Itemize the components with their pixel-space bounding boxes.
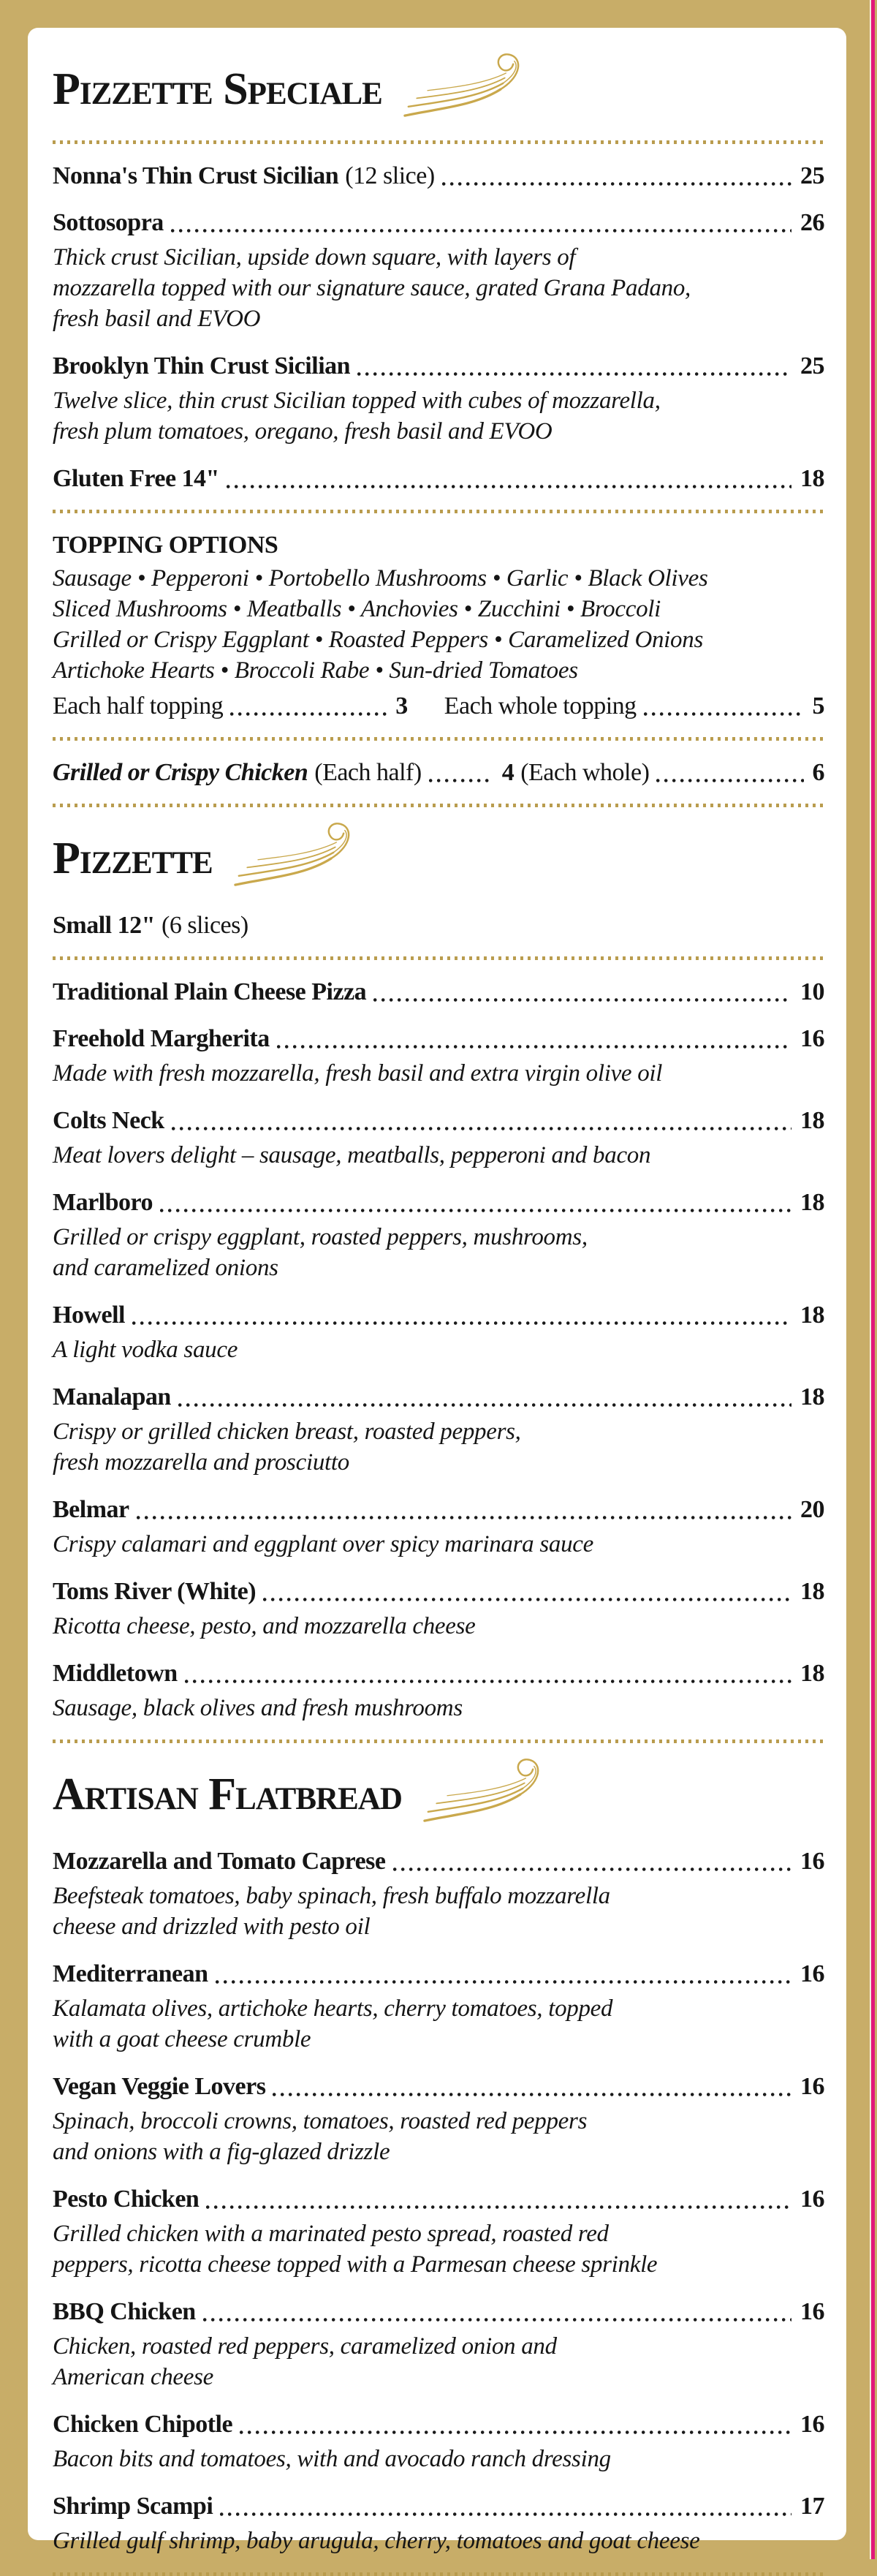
item-price: 16 [800,1960,824,1987]
section-title: Artisan Flatbread [53,1769,402,1820]
menu-item [53,162,824,191]
item-description-line: American cheese [53,2364,213,2390]
item-name: Traditional Plain Cheese Pizza [53,978,367,1005]
item-description-line: and caramelized onions [53,1255,278,1281]
wind-flourish-icon [232,817,357,894]
item-name: Gluten Free 14" [53,465,219,492]
menu-item [53,1960,824,2055]
topping-line: Artichoke Hearts • Broccoli Rabe • Sun-dried Tomatoes [53,657,578,684]
item-name: Middletown [53,1660,178,1687]
item-description-line: with a goat cheese crumble [53,2026,311,2052]
item-price: 16 [800,1848,824,1875]
topping-line: Sausage • Pepperoni • Portobello Mushrooms • Garlic • Black Olives [53,565,708,592]
menu-item [53,1577,824,1642]
item-price: 18 [800,1660,824,1687]
dotted-leader [277,1045,791,1049]
item-name: Marlboro [53,1189,153,1216]
item-price: 4 [501,759,515,786]
item-price: 6 [812,759,824,786]
item-price: 18 [800,1107,824,1134]
section-title-row [53,1761,824,1829]
page-edge-stripe [871,0,875,2559]
item-name: Grilled or Crispy Chicken [53,759,308,786]
menu-item [53,2410,824,2474]
menu-item-row [53,2185,824,2214]
item-name: BBQ Chicken [53,2298,196,2325]
topping-line: Grilled or Crispy Eggplant • Roasted Peppers • Caramelized Onions [53,627,703,653]
menu-item [53,978,824,1007]
gold-dotted-separator [53,956,824,960]
menu-item-row [53,911,824,940]
item-name: Pesto Chicken [53,2186,200,2213]
item-description-line: Thick crust Sicilian, upside down square, with layers of [53,244,576,271]
menu-item-row [53,464,824,494]
menu-item [53,1188,824,1283]
menu-item-row [53,1659,824,1688]
dotted-leader [357,372,791,376]
item-description-line: Ricotta cheese, pesto, and mozzarella cheese [53,1613,476,1639]
item-description-line: A light vodka sauce [53,1337,238,1363]
gold-dotted-separator [53,1740,824,1743]
dotted-leader [644,712,804,716]
menu-item-row [53,1577,824,1606]
wind-flourish-icon [421,1753,547,1829]
dotted-leader [220,2512,791,2516]
menu-item-row [53,2492,824,2521]
wind-flourish-icon [401,48,527,124]
menu-item-row [53,2072,824,2101]
menu-item [53,352,824,447]
dotted-leader [442,182,791,186]
menu-item [53,1024,824,1089]
menu-item [53,1847,824,1942]
item-description-line: fresh basil and EVOO [53,306,261,332]
menu-item [53,911,824,940]
menu-item [53,2297,824,2392]
menu-item [53,1301,824,1365]
item-name: Mediterranean [53,1960,208,1987]
item-name: Shrimp Scampi [53,2493,213,2520]
menu-item-row [53,1301,824,1330]
gold-dotted-separator [53,2572,824,2576]
item-price: 26 [800,209,824,236]
dotted-leader [185,1680,791,1683]
menu-item-row [53,758,824,787]
item-description-line: Meat lovers delight – sausage, meatballs, pepperoni and bacon [53,1142,651,1168]
item-description-line: Beefsteak tomatoes, baby spinach, fresh buffalo mozzarella [53,1883,610,1909]
dotted-leader [171,229,791,233]
menu-item [53,464,824,494]
item-name: Toms River (White) [53,1578,257,1605]
menu-item-row [53,1024,824,1054]
item-description-line: Chicken, roasted red peppers, caramelized onion and [53,2333,557,2360]
menu-item [53,2072,824,2167]
dotted-leader [656,779,803,782]
item-name: Mozzarella and Tomato Caprese [53,1848,386,1875]
gold-dotted-separator [53,804,824,807]
dotted-leader [203,2318,791,2322]
dotted-leader [429,779,493,782]
menu-item-row [53,1188,824,1217]
item-name: Brooklyn Thin Crust Sicilian [53,352,351,379]
menu-item-row [53,1960,824,1989]
dotted-leader [160,1209,791,1212]
dotted-leader [172,1127,791,1130]
each-half-topping-label: Each half topping [53,692,224,719]
menu-item-row [53,208,824,238]
item-name: Belmar [53,1496,129,1523]
menu-item [53,2492,824,2556]
menu-item-row [53,2410,824,2439]
each-whole-topping [444,692,824,721]
gold-dotted-separator [53,737,824,741]
item-price: 20 [800,1496,824,1523]
dotted-leader [137,1516,791,1519]
menu-item-row [53,1847,824,1876]
dotted-leader [393,1867,792,1871]
dotted-leader [216,1980,791,1984]
dotted-leader [273,2093,791,2096]
item-name-note: (12 slice) [345,162,435,189]
item-price: 16 [800,2298,824,2325]
dotted-leader [227,485,791,488]
item-price: 25 [800,352,824,379]
item-price: 18 [800,465,824,492]
item-description-line: fresh mozzarella and prosciutto [53,1449,349,1476]
menu-item [53,1106,824,1171]
item-description-line: Bacon bits and tomatoes, with and avocado ranch dressing [53,2446,611,2472]
dotted-leader [240,2430,791,2434]
menu-item [53,1495,824,1560]
item-name: Colts Neck [53,1107,164,1134]
menu-item-row [53,162,824,191]
menu-item [53,1383,824,1478]
item-price: 17 [800,2493,824,2520]
topping-options-list [53,563,824,686]
dotted-leader [373,998,791,1002]
dotted-leader [206,2205,791,2209]
menu-item-row [53,1106,824,1136]
item-name: Nonna's Thin Crust Sicilian [53,162,339,189]
item-price: 10 [800,978,824,1005]
item-price: 18 [800,1383,824,1410]
item-description-line: mozzarella topped with our signature sauce, grated Grana Padano, [53,275,691,301]
topping-line: Sliced Mushrooms • Meatballs • Anchovies • Zucchini • Broccoli [53,596,661,622]
item-description-line: Spinach, broccoli crowns, tomatoes, roasted red peppers [53,2108,588,2134]
item-name: Sottosopra [53,209,164,236]
item-price: 18 [800,1578,824,1605]
item-description-line: Twelve slice, thin crust Sicilian topped with cubes of mozzarella, [53,388,661,414]
menu-item-row [53,2297,824,2327]
item-name-note: (6 slices) [162,912,248,939]
topping-options-heading: TOPPING OPTIONS [53,532,278,559]
item-description-line: Grilled or crispy eggplant, roasted peppers, mushrooms, [53,1224,588,1250]
price-label: (Each half) [314,759,422,786]
menu-item-row [53,978,824,1007]
half-whole-topping-prices [53,692,824,721]
item-price: 18 [800,1189,824,1216]
each-whole-topping-label: Each whole topping [444,692,637,719]
each-half-topping-price: 3 [395,692,408,719]
item-name: Manalapan [53,1383,171,1410]
dotted-leader [178,1403,791,1407]
item-description-line: Sausage, black olives and fresh mushrooms [53,1695,463,1721]
menu-item [53,208,824,334]
menu-card [28,28,846,2554]
gold-dotted-separator [53,140,824,144]
each-whole-topping-price: 5 [812,692,824,719]
item-price: 16 [800,2073,824,2100]
gold-dotted-separator [53,510,824,513]
item-description-line: Kalamata olives, artichoke hearts, cherry tomatoes, topped [53,1995,613,2022]
menu-item-row [53,1495,824,1525]
menu-item [53,2185,824,2280]
item-description-line: fresh plum tomatoes, oregano, fresh basil and EVOO [53,418,553,445]
item-description-line: Grilled chicken with a marinated pesto spread, roasted red [53,2221,609,2247]
each-half-topping [53,692,408,721]
section-title-row [53,825,824,894]
item-price: 25 [800,162,824,189]
item-price: 16 [800,1025,824,1052]
dotted-leader [132,1321,791,1325]
item-price: 16 [800,2411,824,2438]
item-name: Small 12" [53,912,155,939]
price-label: (Each whole) [520,759,650,786]
item-description-line: Grilled gulf shrimp, baby arugula, cherry, tomatoes and goat cheese [53,2528,700,2554]
item-description-line: and onions with a fig-glazed drizzle [53,2139,390,2165]
section-title-row [53,56,824,124]
item-name: Vegan Veggie Lovers [53,2073,266,2100]
item-description-line: Crispy or grilled chicken breast, roasted peppers, [53,1419,521,1445]
item-description-line: Made with fresh mozzarella, fresh basil and extra virgin olive oil [53,1060,663,1087]
item-description-line: Crispy calamari and eggplant over spicy marinara sauce [53,1531,593,1557]
section-title: Pizzette Speciale [53,64,382,115]
menu-item-row [53,1383,824,1412]
dotted-leader [230,712,387,716]
menu-item [53,1659,824,1723]
section-title: Pizzette [53,834,213,884]
menu-item-row [53,352,824,381]
item-description-line: peppers, ricotta cheese topped with a Parmesan cheese sprinkle [53,2251,658,2278]
item-price: 18 [800,1302,824,1329]
item-name: Freehold Margherita [53,1025,270,1052]
item-price: 16 [800,2186,824,2213]
item-description-line: cheese and drizzled with pesto oil [53,1914,371,1940]
dotted-leader [263,1598,791,1601]
menu-content [28,28,846,2576]
item-name: Howell [53,1302,125,1329]
item-name: Chicken Chipotle [53,2411,233,2438]
